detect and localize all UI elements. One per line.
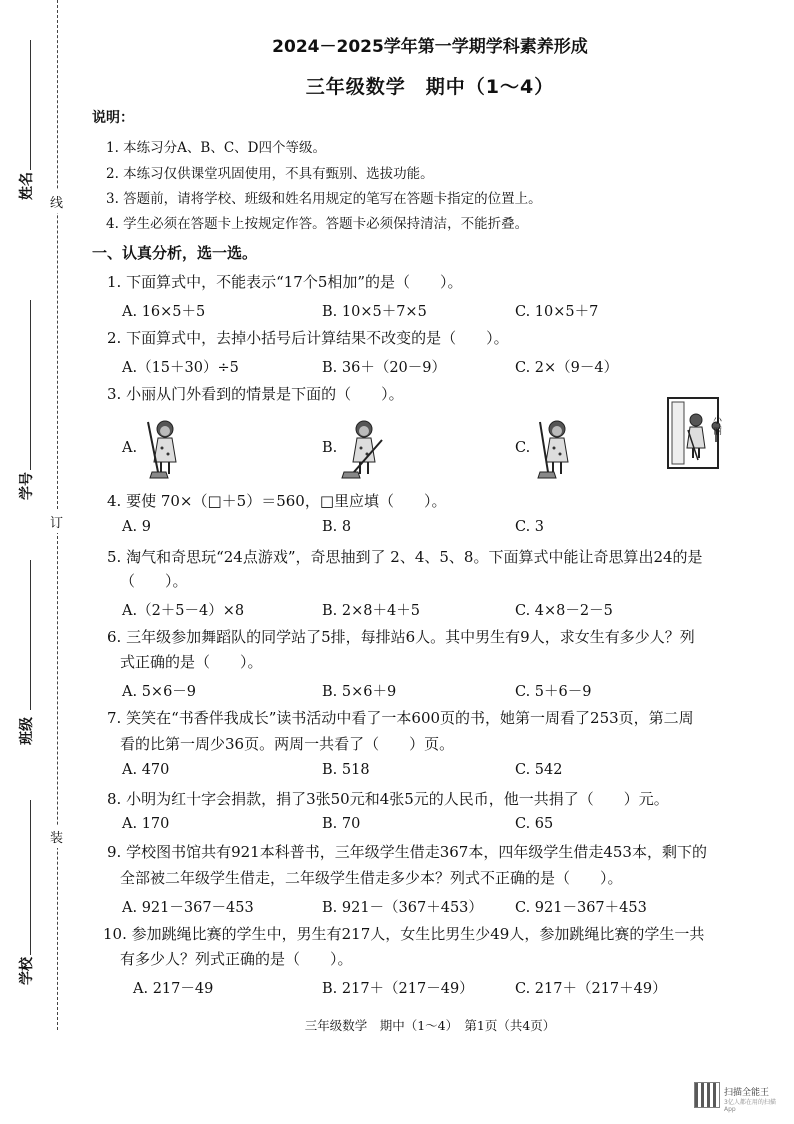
question-3-option-b[interactable]: B. xyxy=(322,440,338,456)
question-4-option-a[interactable]: A. 9 xyxy=(122,519,151,535)
question-6-stem-cont: 式正确的是（ ）。 xyxy=(120,653,263,671)
notes-heading: 说明： xyxy=(92,110,134,126)
note-item: 2. 本练习仅供课堂巩固使用，不具有甄别、选拔功能。 xyxy=(106,166,434,182)
question-9-option-c[interactable]: C. 921－367＋453 xyxy=(515,900,647,916)
scanner-watermark xyxy=(694,1082,784,1113)
question-10-option-c[interactable]: C. 217＋（217＋49） xyxy=(515,981,667,997)
question-7-stem: 7. 笑笑在“书香伴我成长”读书活动中看了一本600页的书，她第一周看了253页，第二周 xyxy=(107,709,694,727)
note-item: 3. 答题前，请将学校、班级和姓名用规定的笔写在答题卡指定的位置上。 xyxy=(106,191,542,207)
question-2-option-a[interactable]: A.（15＋30）÷5 xyxy=(122,360,239,376)
question-6-option-a[interactable]: A. 5×6－9 xyxy=(122,684,197,700)
question-1-option-c[interactable]: C. 10×5＋7 xyxy=(515,304,599,320)
name-label: 姓名 xyxy=(19,172,35,200)
name-rule xyxy=(30,40,31,170)
scanner-subtitle: 3亿人都在用的扫描App xyxy=(724,1099,776,1113)
question-3-stem: 3. 小丽从门外看到的情景是下面的（ ）。 xyxy=(107,385,404,403)
question-10-stem-cont: 有多少人？列式正确的是（ ）。 xyxy=(120,950,353,968)
question-1-option-a[interactable]: A. 16×5＋5 xyxy=(122,304,206,320)
question-8-option-b[interactable]: B. 70 xyxy=(322,816,361,832)
binding-char-bind: 装 xyxy=(50,825,63,848)
school-rule xyxy=(30,800,31,955)
question-2-option-b[interactable]: B. 36＋（20－9） xyxy=(322,360,447,376)
question-9-option-b[interactable]: B. 921－（367＋453） xyxy=(322,900,483,916)
school-field xyxy=(14,935,38,995)
question-10-option-a[interactable]: A. 217－49 xyxy=(133,981,214,997)
question-8-stem: 8. 小明为红十字会捐款，捐了3张50元和4张5元的人民币，他一共捐了（ ）元。 xyxy=(107,790,669,808)
question-9-stem-cont: 全部被二年级学生借走，二年级学生借走多少本？列式不正确的是（ ）。 xyxy=(120,869,623,887)
student-no-label: 学号 xyxy=(19,472,35,500)
question-9-option-a[interactable]: A. 921－367－453 xyxy=(122,900,254,916)
question-7-option-b[interactable]: B. 518 xyxy=(322,762,370,778)
question-8-option-c[interactable]: C. 65 xyxy=(515,816,554,832)
question-1-option-b[interactable]: B. 10×5＋7×5 xyxy=(322,304,427,320)
question-1-stem: 1. 下面算式中，不能表示“17个5相加”的是（ ）。 xyxy=(107,273,463,291)
question-6-option-b[interactable]: B. 5×6＋9 xyxy=(322,684,397,700)
question-6-option-c[interactable]: C. 5＋6－9 xyxy=(515,684,592,700)
question-7-option-a[interactable]: A. 470 xyxy=(122,762,170,778)
question-3-option-a[interactable]: A. xyxy=(122,440,138,456)
class-rule xyxy=(30,560,31,710)
question-10-option-b[interactable]: B. 217＋（217－49） xyxy=(322,981,474,997)
page-title: 2024－2025学年第一学期学科素养形成 xyxy=(272,37,588,57)
class-label: 班级 xyxy=(19,717,35,745)
binding-char-order: 订 xyxy=(50,510,63,533)
note-item: 1. 本练习分A、B、C、D四个等级。 xyxy=(106,140,326,156)
door-scene-label: 小丽 xyxy=(713,416,723,437)
student-no-field xyxy=(14,450,38,510)
name-field xyxy=(14,150,38,210)
question-5-option-b[interactable]: B. 2×8＋4＋5 xyxy=(322,603,420,619)
page-footer: 三年级数学 期中（1～4） 第1页（共4页） xyxy=(304,1018,556,1033)
binding-char-line: 线 xyxy=(50,190,63,213)
girl-sweeping-figure-a xyxy=(138,418,188,480)
question-6-stem: 6. 三年级参加舞蹈队的同学站了5排，每排站6人。其中男生有9人，求女生有多少人？列 xyxy=(107,628,695,646)
girl-sweeping-figure-c xyxy=(530,418,580,480)
question-4-option-c[interactable]: C. 3 xyxy=(515,519,545,535)
school-label: 学校 xyxy=(19,957,35,985)
question-2-option-c[interactable]: C. 2×（9－4） xyxy=(515,360,619,376)
question-7-stem-cont: 看的比第一周少36页。两周一共看了（ ）页。 xyxy=(120,735,455,753)
question-4-option-b[interactable]: B. 8 xyxy=(322,519,352,535)
scanner-title: 扫描全能王 xyxy=(724,1088,770,1098)
question-5-option-a[interactable]: A.（2＋5－4）×8 xyxy=(122,603,245,619)
question-3-option-c[interactable]: C. xyxy=(515,440,531,456)
question-9-stem: 9. 学校图书馆共有921本科普书，三年级学生借走367本，四年级学生借走453本，剩下的 xyxy=(107,843,707,861)
question-7-option-c[interactable]: C. 542 xyxy=(515,762,563,778)
student-no-rule xyxy=(30,300,31,470)
question-2-stem: 2. 下面算式中，去掉小括号后计算结果不改变的是（ ）。 xyxy=(107,329,509,347)
question-8-option-a[interactable]: A. 170 xyxy=(122,816,170,832)
question-5-option-c[interactable]: C. 4×8－2－5 xyxy=(515,603,613,619)
question-10-stem: 10. 参加跳绳比赛的学生中，男生有217人，女生比男生少49人，参加跳绳比赛的学生一共 xyxy=(103,925,705,943)
page-subtitle: 三年级数学 期中（1～4） xyxy=(305,76,555,98)
qr-code-icon xyxy=(694,1082,720,1108)
question-5-stem-cont: （ ）。 xyxy=(120,572,188,590)
section-heading: 一、认真分析，选一选。 xyxy=(92,244,258,262)
class-field xyxy=(14,695,38,755)
question-4-stem: 4. 要使 70×（□＋5）＝560，□里应填（ ）。 xyxy=(107,492,447,510)
question-5-stem: 5. 淘气和奇思玩“24点游戏”，奇思抽到了 2、4、5、8。下面算式中能让奇思算出24的是 xyxy=(107,548,703,566)
note-item: 4. 学生必须在答题卡上按规定作答。答题卡必须保持清洁，不能折叠。 xyxy=(106,216,529,232)
girl-sweeping-figure-b xyxy=(340,418,390,480)
